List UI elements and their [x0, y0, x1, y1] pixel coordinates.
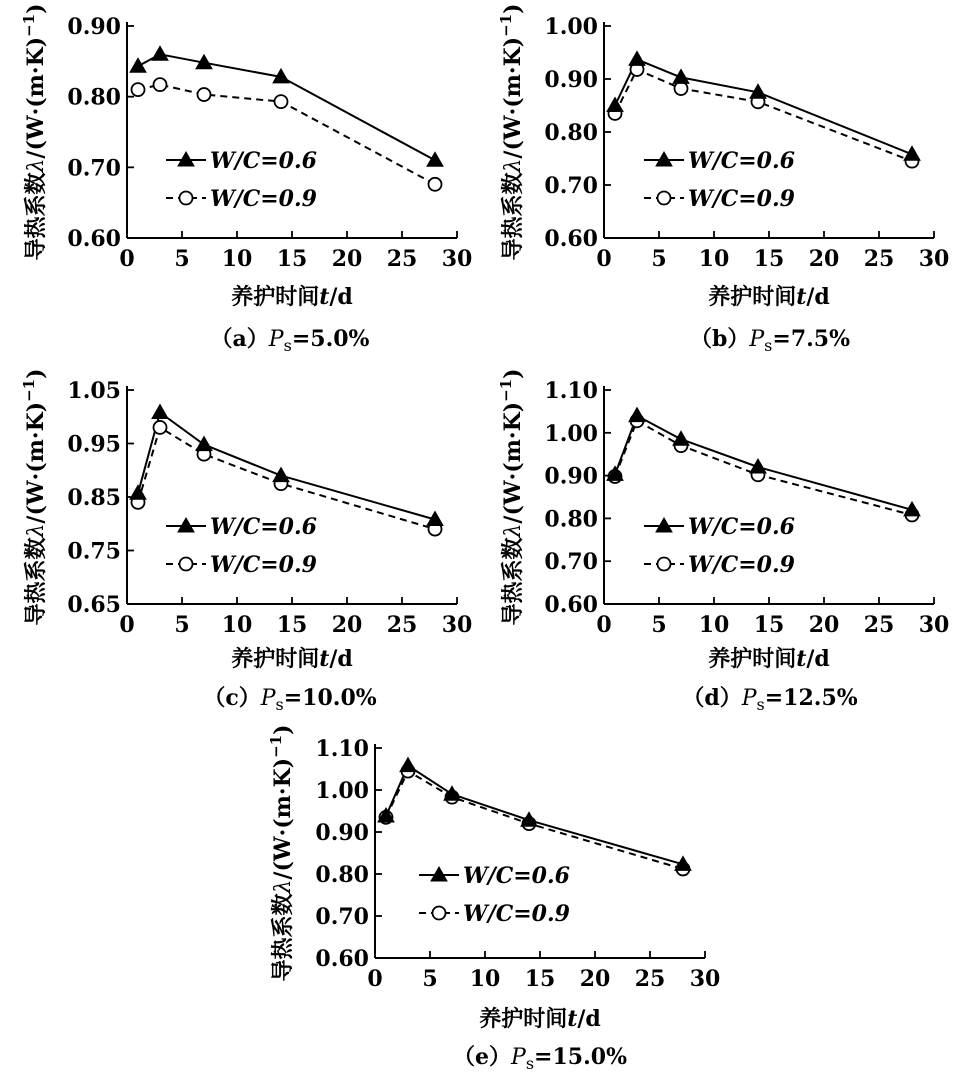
series-line-wc06	[386, 766, 683, 865]
x-axis-label-text: 养护时间	[231, 284, 320, 310]
x-tick-label: 20	[808, 246, 840, 272]
data-point-wc06	[130, 485, 146, 499]
caption-variable: P	[741, 686, 757, 711]
y-axis-label-close: )	[23, 368, 49, 379]
caption-value: =10.0%	[283, 685, 377, 711]
legend-label-wc06: W/C=0.6	[688, 514, 795, 540]
x-axis-label-var: t	[796, 284, 807, 310]
y-axis-label-exponent: −1	[20, 13, 38, 37]
x-axis-label-text: 养护时间	[231, 646, 320, 672]
data-point-wc06	[273, 468, 289, 482]
x-tick-label: 5	[174, 246, 190, 272]
x-tick-label: 30	[441, 246, 473, 272]
y-axis-label-text: 导热系数	[270, 893, 296, 982]
x-tick-label: 0	[119, 246, 135, 272]
x-axis-label-unit: /d	[329, 646, 353, 672]
x-tick-label: 30	[918, 246, 950, 272]
y-tick-label: 0.80	[544, 120, 598, 146]
panel-caption	[211, 326, 370, 355]
y-tick-label: 0.70	[67, 155, 121, 182]
data-point-wc09	[429, 178, 442, 191]
x-axis-label	[479, 1006, 601, 1032]
caption-label: （d）	[682, 685, 742, 711]
y-tick-label: 0.90	[315, 820, 369, 846]
x-axis-label-unit: /d	[329, 284, 353, 310]
chart-panel-b	[497, 3, 949, 355]
y-axis-label-unit: /(W·(m·K)	[23, 36, 49, 159]
legend-label-wc06: W/C=0.6	[210, 148, 317, 174]
data-point-wc06	[629, 408, 645, 422]
x-axis-label-var: t	[319, 646, 330, 672]
x-axis-label-var: t	[796, 646, 807, 672]
data-point-wc09	[198, 88, 211, 101]
data-point-wc06	[152, 404, 168, 418]
y-axis-label	[20, 3, 49, 260]
x-tick-label: 15	[524, 966, 556, 992]
y-tick-label: 0.65	[67, 592, 121, 618]
y-axis-label-unit: /(W·(m·K)	[270, 757, 296, 880]
x-axis-label	[708, 646, 830, 672]
x-tick-label: 25	[863, 246, 895, 272]
y-axis-label-var: λ	[501, 523, 526, 538]
data-point-wc06	[400, 758, 416, 772]
caption-value: =15.0%	[534, 1044, 627, 1070]
y-axis-label-var: λ	[271, 879, 296, 894]
series-line-wc06	[138, 54, 435, 160]
y-axis-label-var: λ	[24, 158, 49, 173]
x-tick-label: 0	[596, 612, 612, 638]
chart-panel-a	[20, 3, 472, 355]
y-tick-label: 0.75	[67, 538, 121, 565]
x-tick-label: 15	[276, 246, 308, 272]
y-tick-label: 1.00	[544, 14, 598, 40]
y-axis-label	[20, 368, 49, 625]
x-tick-label: 0	[367, 966, 383, 992]
caption-label: （e）	[453, 1044, 512, 1070]
x-axis-label-text: 养护时间	[479, 1006, 568, 1032]
caption-subscript: s	[275, 695, 284, 714]
x-axis-label-text: 养护时间	[708, 284, 797, 310]
data-point-wc06	[196, 437, 212, 451]
x-axis-label-unit: /d	[806, 646, 830, 672]
x-tick-label: 10	[221, 246, 253, 272]
y-tick-label: 1.00	[315, 778, 369, 804]
caption-subscript: s	[283, 336, 292, 355]
caption-variable: P	[260, 686, 276, 711]
x-tick-label: 0	[119, 612, 135, 638]
y-tick-label: 0.90	[67, 14, 121, 40]
x-tick-label: 20	[579, 966, 611, 992]
x-tick-label: 30	[689, 966, 721, 992]
caption-subscript: s	[525, 1054, 535, 1073]
x-tick-label: 30	[441, 612, 473, 638]
x-axis-label-text: 养护时间	[708, 646, 797, 672]
legend-marker-wc09	[180, 192, 193, 205]
x-tick-label: 30	[918, 612, 950, 638]
data-point-wc09	[675, 82, 688, 95]
caption-variable: P	[268, 327, 284, 352]
y-tick-label: 0.85	[67, 485, 121, 511]
x-tick-label: 10	[469, 966, 501, 992]
caption-label: （c）	[203, 685, 261, 711]
y-axis-label	[267, 724, 296, 981]
y-tick-label: 1.10	[315, 736, 369, 762]
legend-label-wc09: W/C=0.9	[688, 186, 795, 212]
caption-variable: P	[511, 1045, 526, 1070]
y-axis-label-close: )	[23, 3, 49, 14]
x-tick-label: 25	[386, 612, 418, 638]
y-axis-label-exponent: −1	[497, 13, 515, 37]
y-axis-label-close: )	[500, 3, 526, 14]
data-point-wc09	[154, 421, 167, 434]
x-axis-label	[708, 284, 830, 310]
chart-panel-c	[20, 368, 472, 714]
data-point-wc06	[152, 46, 168, 60]
x-axis-label	[231, 284, 353, 310]
series-line-wc06	[138, 413, 435, 520]
x-axis-label-var: t	[319, 284, 330, 310]
y-tick-label: 1.00	[544, 420, 598, 447]
y-axis-label-var: λ	[501, 158, 526, 173]
y-axis-label-exponent: −1	[20, 378, 38, 402]
legend-marker-wc09	[658, 558, 671, 571]
legend-label-wc06: W/C=0.6	[463, 863, 570, 889]
legend-label-wc09: W/C=0.9	[210, 186, 317, 212]
y-axis-label-close: )	[500, 368, 526, 379]
y-axis-label-close: )	[270, 724, 296, 735]
y-tick-label: 0.60	[67, 226, 121, 252]
x-axis-label-unit: /d	[577, 1006, 601, 1032]
y-axis-label-unit: /(W·(m·K)	[23, 401, 49, 524]
x-tick-label: 5	[651, 246, 667, 272]
y-axis-label	[497, 368, 526, 625]
x-tick-label: 10	[221, 612, 253, 638]
data-point-wc09	[275, 95, 288, 108]
y-axis-label-text: 导热系数	[500, 172, 526, 261]
chart-panel-d	[497, 368, 949, 714]
y-axis-label	[497, 3, 526, 260]
panel-caption	[690, 326, 850, 355]
legend-marker-wc09	[180, 558, 193, 571]
x-tick-label: 20	[808, 612, 840, 638]
y-tick-label: 0.90	[544, 463, 598, 490]
x-tick-label: 10	[698, 246, 730, 272]
y-tick-label: 0.70	[544, 549, 598, 576]
caption-subscript: s	[756, 695, 765, 714]
panel-caption	[203, 685, 376, 714]
x-tick-label: 20	[331, 246, 363, 272]
y-axis-label-unit: /(W·(m·K)	[500, 36, 526, 159]
y-axis-label-exponent: −1	[497, 378, 515, 402]
x-tick-label: 15	[753, 246, 785, 272]
data-point-wc06	[673, 69, 689, 83]
caption-variable: P	[749, 327, 765, 352]
y-axis-label-var: λ	[24, 523, 49, 538]
y-tick-label: 0.80	[315, 862, 369, 888]
data-point-wc06	[673, 431, 689, 445]
y-tick-label: 0.80	[67, 84, 121, 111]
caption-value: =7.5%	[772, 326, 851, 352]
data-point-wc06	[607, 98, 623, 112]
panel-caption	[453, 1044, 627, 1073]
data-point-wc09	[154, 78, 167, 91]
x-tick-label: 10	[698, 612, 730, 638]
data-point-wc06	[904, 146, 920, 160]
y-tick-label: 0.95	[67, 431, 121, 458]
x-tick-label: 25	[386, 246, 418, 272]
x-tick-label: 5	[174, 612, 190, 638]
x-axis-label-var: t	[567, 1006, 578, 1032]
x-tick-label: 15	[276, 612, 308, 638]
data-point-wc06	[629, 51, 645, 65]
y-tick-label: 0.60	[544, 226, 598, 252]
caption-label: （b）	[689, 326, 750, 352]
y-tick-label: 1.10	[544, 378, 598, 404]
y-tick-label: 0.90	[544, 67, 598, 93]
x-tick-label: 25	[863, 612, 895, 638]
legend-label-wc09: W/C=0.9	[688, 552, 795, 578]
y-tick-label: 0.70	[544, 173, 598, 199]
caption-label: （a）	[210, 326, 269, 352]
caption-value: =12.5%	[764, 685, 858, 711]
x-tick-label: 15	[753, 612, 785, 638]
y-tick-label: 0.60	[544, 592, 598, 618]
x-tick-label: 0	[596, 246, 612, 272]
legend-label-wc06: W/C=0.6	[210, 514, 317, 540]
legend-label-wc06: W/C=0.6	[688, 148, 795, 174]
caption-value: =5.0%	[291, 326, 370, 352]
legend-label-wc09: W/C=0.9	[210, 552, 317, 578]
y-tick-label: 0.60	[315, 946, 369, 972]
data-point-wc06	[130, 58, 146, 72]
x-tick-label: 5	[651, 612, 667, 638]
caption-subscript: s	[764, 336, 773, 355]
series-line-wc06	[615, 416, 912, 510]
y-tick-label: 1.05	[67, 378, 121, 404]
y-axis-label-text: 导热系数	[23, 172, 49, 261]
y-tick-label: 0.80	[544, 506, 598, 533]
data-point-wc06	[427, 152, 443, 166]
y-axis-label-unit: /(W·(m·K)	[500, 401, 526, 524]
panel-caption	[682, 685, 857, 714]
legend-marker-wc09	[658, 192, 671, 205]
x-axis-label-unit: /d	[806, 284, 830, 310]
series-line-wc06	[615, 59, 912, 154]
x-tick-label: 25	[634, 966, 666, 992]
y-axis-label-text: 导热系数	[500, 537, 526, 626]
x-tick-label: 5	[422, 966, 438, 992]
legend-marker-wc09	[433, 907, 446, 920]
y-axis-label-text: 导热系数	[23, 537, 49, 626]
x-tick-label: 20	[331, 612, 363, 638]
chart-panel-e	[267, 724, 720, 1073]
y-axis-label-exponent: −1	[267, 734, 285, 758]
x-axis-label	[231, 646, 353, 672]
y-tick-label: 0.70	[315, 904, 369, 930]
data-point-wc09	[132, 83, 145, 96]
legend-label-wc09: W/C=0.9	[463, 901, 570, 927]
